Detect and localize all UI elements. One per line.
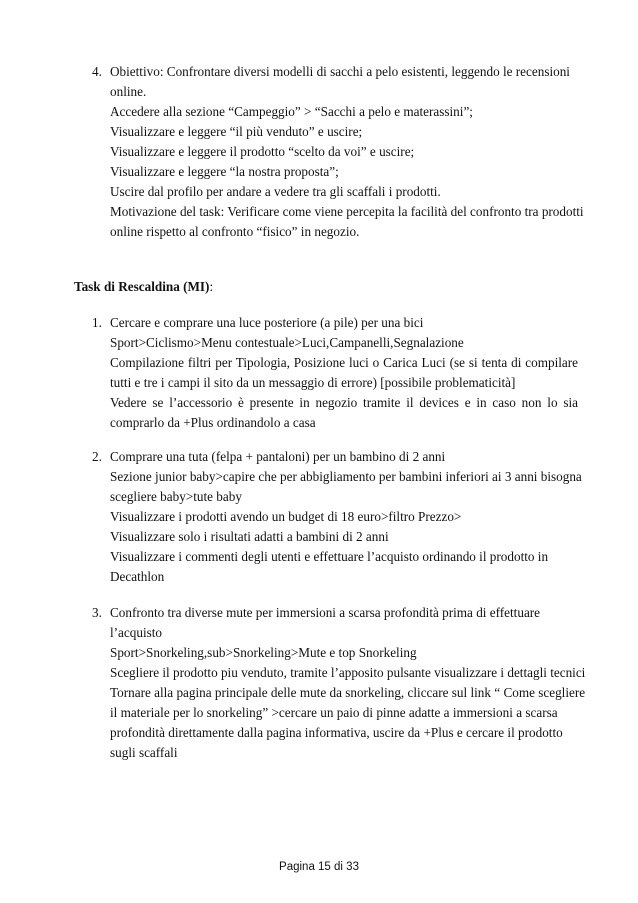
text-line: online rispetto al confronto “fisico” in negozio.	[110, 224, 360, 239]
text-line: il materiale per lo snorkeling” >cercare un paio di pinne adatte a immersioni a scarsa	[110, 705, 558, 720]
text-line: online.	[110, 84, 147, 99]
text-line: Comprare una tuta (felpa + pantaloni) per un bambino di 2 anni	[110, 449, 446, 464]
list-item	[0, 603, 638, 763]
list-item-text	[110, 62, 584, 242]
text-line: Motivazione del task: Verificare come viene percepita la facilità del confronto tra prodotti	[110, 204, 584, 219]
text-line: Cercare e comprare una luce posteriore (a pile) per una bici	[110, 315, 424, 330]
list-item-number: 4.	[92, 64, 102, 79]
text-line: Compilazione filtri per Tipologia, Posizione luci o Carica Luci (se si tenta di compilare	[110, 355, 578, 370]
text-line: Sezione junior baby>capire che per abbigliamento per bambini inferiori ai 3 anni bisogna	[110, 469, 582, 484]
section-heading-title: Task di Rescaldina (MI)	[74, 279, 210, 294]
text-line: scegliere baby>tute baby	[110, 489, 242, 504]
list-item-text	[110, 603, 586, 763]
text-line: l’acquisto	[110, 625, 163, 640]
section-heading	[74, 277, 213, 297]
text-line: Visualizzare e leggere il prodotto “scelto da voi” e uscire;	[110, 144, 415, 159]
list-item	[0, 447, 638, 587]
text-line: Sport>Snorkeling,sub>Snorkeling>Mute e top Snorkeling	[110, 645, 417, 660]
list-item	[0, 62, 638, 242]
text-line: Tornare alla pagina principale delle mute da snorkeling, cliccare sul link “ Come scegliere	[110, 685, 586, 700]
text-line: Scegliere il prodotto piu venduto, tramite l’apposito pulsante visualizzare i dettagli tecnici	[110, 665, 586, 680]
text-line: Visualizzare solo i risultati adatti a bambini di 2 anni	[110, 529, 389, 544]
task-list-rescaldina-3	[0, 603, 638, 763]
text-line: Obiettivo: Confrontare diversi modelli di sacchi a pelo esistenti, leggendo le recensioni	[110, 64, 570, 79]
text-line: Accedere alla sezione “Campeggio” > “Sacchi a pelo e materassini”;	[110, 104, 473, 119]
task-list-rescaldina	[0, 313, 638, 433]
text-line: Confronto tra diverse mute per immersioni a scarsa profondità prima di effettuare	[110, 605, 541, 620]
text-line: Uscire dal profilo per andare a vedere tra gli scaffali i prodotti.	[110, 184, 441, 199]
text-line: sugli scaffali	[110, 745, 178, 760]
text-line: comprarlo da +Plus ordinandolo a casa	[110, 415, 316, 430]
text-line: Decathlon	[110, 569, 165, 584]
list-item-text	[110, 313, 578, 433]
list-item-number: 3.	[92, 605, 102, 620]
text-line: tutti e tre i campi il sito da un messaggio di errore) [possibile problematicità]	[110, 375, 516, 390]
list-item	[0, 313, 638, 433]
text-line: Vedere se l’accessorio è presente in negozio tramite il devices e in caso non lo sia	[110, 395, 578, 410]
section-heading-colon: :	[209, 279, 214, 294]
text-line: Visualizzare i commenti degli utenti e effettuare l’acquisto ordinando il prodotto in	[110, 549, 549, 564]
list-item-number: 2.	[92, 449, 102, 464]
text-line: profondità direttamente dalla pagina informativa, uscire da +Plus e cercare il prodotto	[110, 725, 563, 740]
text-line: Sport>Ciclismo>Menu contestuale>Luci,Campanelli,Segnalazione	[110, 335, 464, 350]
text-line: Visualizzare i prodotti avendo un budget di 18 euro>filtro Prezzo>	[110, 509, 462, 524]
list-item-number: 1.	[92, 315, 102, 330]
task-list-campeggio	[0, 62, 638, 242]
task-list-rescaldina-2	[0, 447, 638, 587]
list-item-text	[110, 447, 582, 587]
text-line: Visualizzare e leggere “il più venduto” e uscire;	[110, 124, 363, 139]
text-line: Visualizzare e leggere “la nostra proposta”;	[110, 164, 339, 179]
page-number-footer: Pagina 15 di 33	[279, 861, 359, 873]
